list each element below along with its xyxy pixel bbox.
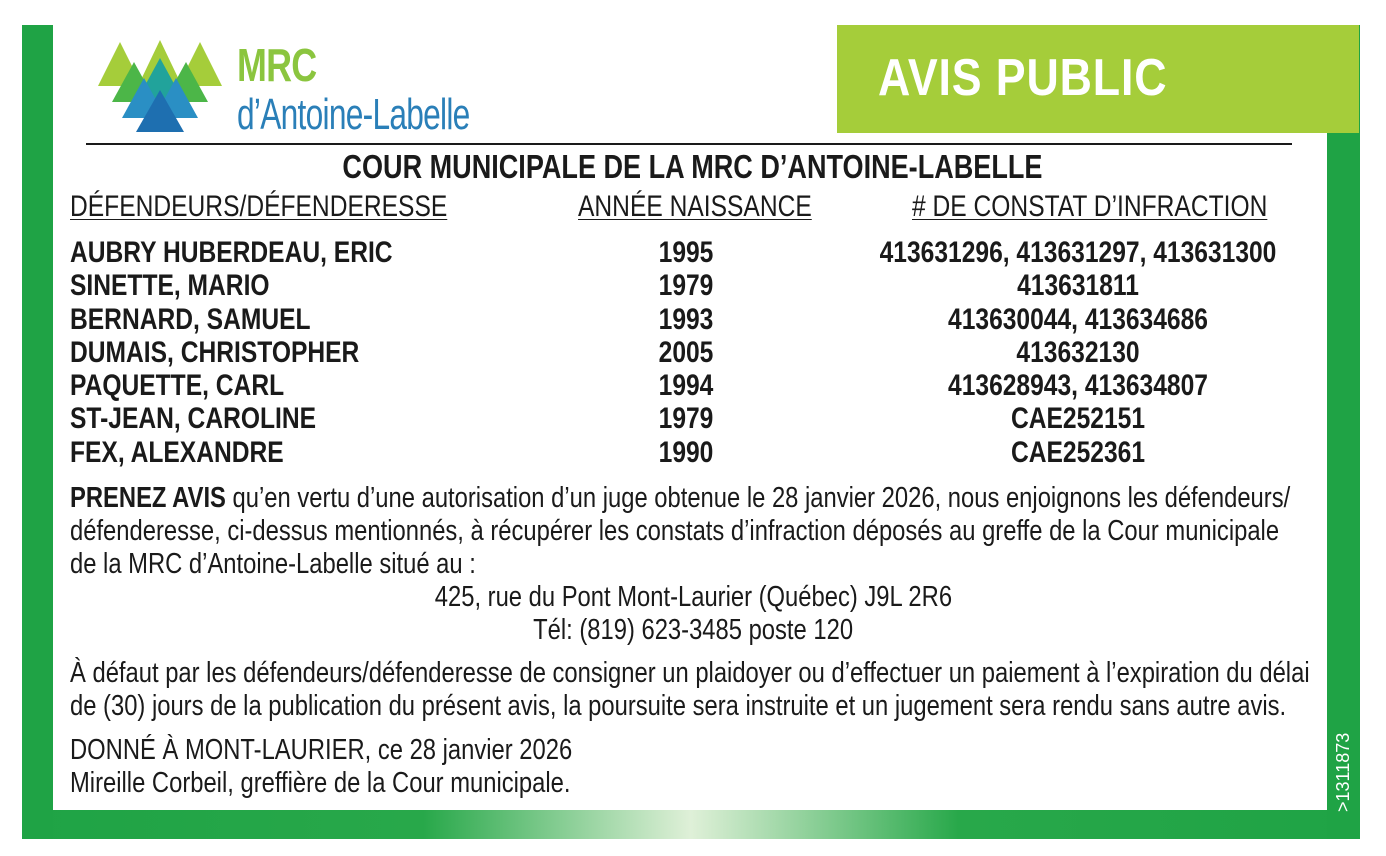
offence-numbers: 413631811: [1017, 269, 1139, 303]
table-row: [0, 236, 1386, 269]
birth-year: 1994: [658, 369, 714, 403]
avis-public-title: AVIS PUBLIC: [878, 49, 1168, 107]
birth-year: 1979: [658, 269, 714, 303]
table-row: [0, 303, 1386, 336]
birth-year: 1993: [658, 302, 714, 336]
birth-year: 1995: [658, 236, 714, 269]
table-row: [0, 402, 1386, 435]
default-text: À défaut par les défendeurs/défenderesse de consigner un plaidoyer ou d’effectuer un paiement à l’expiration du délai de (30) jours de la publication du présent avis, la poursuite sera instruite et un jugement sera rendu sans autre avis.: [70, 657, 1310, 722]
defendant-name: SINETTE, MARIO: [70, 269, 270, 303]
defendant-name: AUBRY HUBERDEAU, ERIC: [70, 236, 393, 269]
defendants-table: [0, 236, 1386, 469]
defendant-name: FEX, ALEXANDRE: [70, 435, 284, 469]
page-margin: [0, 0, 1386, 25]
phone-text: Tél: (819) 623-3485 poste 120: [533, 614, 853, 646]
table-row: [0, 369, 1386, 402]
offence-numbers: CAE252361: [1010, 435, 1146, 469]
offence-numbers: CAE252151: [1010, 402, 1146, 436]
address-text: 425, rue du Pont Mont-Laurier (Québec) J9L 2R6: [434, 581, 952, 613]
offence-numbers: 413630044, 413634686: [948, 302, 1208, 336]
court-address: [0, 581, 1386, 614]
birth-year: 1990: [658, 435, 714, 469]
notice-lead: PRENEZ AVIS: [70, 482, 226, 514]
birth-year: 1979: [658, 402, 714, 436]
defendant-name: DUMAIS, CHRISTOPHER: [70, 335, 360, 369]
mrc-mountains-logo-icon: [98, 40, 222, 134]
column-header-offence-number: # DE CONSTAT D’INFRACTION: [912, 190, 1268, 223]
offence-numbers: 413632130: [1016, 335, 1140, 369]
table-row: [0, 436, 1386, 469]
logo-mrc-text: MRC: [237, 39, 317, 91]
logo-name-text: d’Antoine-Labelle: [237, 90, 470, 139]
notice-paragraph: [70, 482, 1310, 581]
default-paragraph: [70, 657, 1310, 723]
defendant-name: ST-JEAN, CAROLINE: [70, 402, 317, 436]
given-at-line: DONNÉ À MONT-LAURIER, ce 28 janvier 2026: [70, 734, 573, 766]
reference-number: >1311873: [1333, 732, 1353, 812]
defendant-name: PAQUETTE, CARL: [70, 369, 285, 403]
notice-body-text: qu’en vertu d’une autorisation d’un juge obtenue le 28 janvier 2026, nous enjoignons les défendeurs/ défenderesse, ci-dessus mentionnés, à récupérer les constats d’infraction déposés au greffe de la Cour municipale de la MRC d’Antoine-Labelle situé au :: [70, 482, 1291, 580]
court-phone: [0, 614, 1386, 647]
signer-line: Mireille Corbeil, greffière de la Cour municipale.: [70, 767, 571, 799]
court-title: COUR MUNICIPALE DE LA MRC D’ANTOINE-LABELLE: [342, 148, 1043, 185]
table-row: [0, 336, 1386, 369]
column-header-birth-year: ANNÉE NAISSANCE: [578, 190, 812, 223]
offence-numbers: 413631296, 413631297, 413631300: [879, 236, 1277, 269]
birth-year: 2005: [658, 335, 714, 369]
defendant-name: BERNARD, SAMUEL: [70, 302, 311, 336]
header-divider: [86, 143, 1292, 145]
table-row: [0, 269, 1386, 302]
offence-numbers: 413628943, 413634807: [948, 369, 1208, 403]
column-header-defendants: DÉFENDEURS/DÉFENDERESSE: [70, 190, 448, 223]
